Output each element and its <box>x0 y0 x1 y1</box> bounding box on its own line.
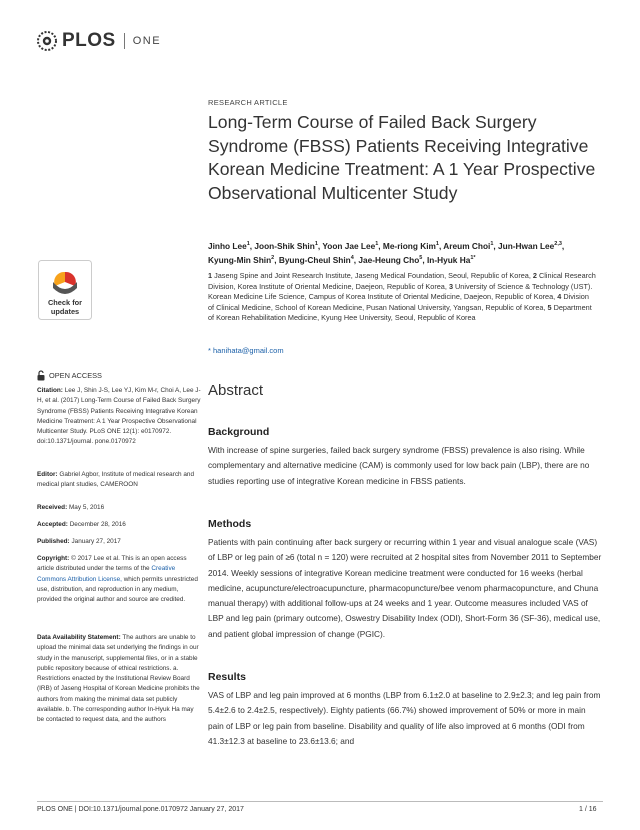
author-affiliation-sup: 2 <box>271 255 275 262</box>
editor-text: Gabriel Agbor, Institute of medical research and medical plant studies, CAMEROON <box>37 471 195 489</box>
author-name: Byung-Cheul Shin$^4$ <box>278 254 354 265</box>
accepted-date: December 28, 2016 <box>69 521 126 528</box>
author-affiliation-sup: 1 <box>435 241 439 247</box>
citation-block <box>37 386 202 448</box>
received-date: May 5, 2016 <box>68 504 105 511</box>
check-updates-icon <box>38 260 92 320</box>
corresponding-email-link[interactable]: hanihata@gmail.com <box>213 346 284 355</box>
received-block <box>37 503 202 513</box>
plos-one-logo[interactable] <box>36 30 161 52</box>
author-affiliation-sup: 1 <box>246 241 250 247</box>
author-affiliation-sup: 5 <box>419 255 423 262</box>
results-paragraph: VAS of LBP and leg pain improved at 6 months (LBP from 6.1±2.0 at baseline to 2.9±2.3; and leg pain from 5.4±2.6 to 2.4±2.5, respectively). Eighty patients (66.7%) showed improvement of 50% or more in main pain of LBP or leg pain from baseline. Disability and quality of life also improved at 6 months (ODI from 41.3±12.3 at baseline to 23.6±13.6; and <box>208 690 601 746</box>
logo-divider <box>124 33 125 49</box>
affiliation-text: Clinical Research Division, Korea Institute of Oriental Medicine, Daejeon, Republic of Korea, <box>208 271 596 291</box>
editor-label: Editor: <box>37 471 58 478</box>
data-availability-block <box>37 633 202 726</box>
copyright-text-a: © 2017 Lee et al. This is an open access article distributed under the terms of the <box>37 555 187 573</box>
accepted-label: Accepted: <box>37 521 68 528</box>
author-name: Jae-Heung Cho$^5$ <box>358 254 423 265</box>
published-block <box>37 537 202 547</box>
email-marker: * <box>208 346 211 355</box>
data-availability-text: The authors are unable to upload the minimal data set underlying the findings in our study in the manuscript, supplemental files, or in a stable public repository because of ethical restrictions. a. Restrictions enacted by the Institutional Review Board (IRB) of Jaseng Hospital of Korean Medicine prohibits the authors from making the minimal data set publicly available. b. The corresponding author In-Hyuk Ha may be contacted to request data, and the authors <box>37 634 200 724</box>
author-affiliation-sup: 1 <box>375 241 379 247</box>
copyright-block <box>37 554 202 605</box>
affiliation-number: 4 <box>557 292 564 302</box>
open-access-label <box>37 370 102 381</box>
article-title: Long-Term Course of Failed Back Surgery Syndrome (FBSS) Patients Receiving Integrative Korean Medicine Treatment: A 1 Year Prospective Observational Multicenter Study <box>208 112 596 204</box>
author-affiliation-sup: 1 <box>314 241 318 247</box>
affiliation-text: Division of Clinical Medicine, School of Korean Medicine, Pusan National University, Yangsan, Republic of Korea, <box>208 292 589 312</box>
author-affiliation-sup: 4 <box>350 255 354 262</box>
plos-logo-icon <box>36 30 58 52</box>
citation-text: Lee J, Shin J-S, Lee YJ, Kim M-r, Choi A, Lee J-H, et al. (2017) Long-Term Course of Failed Back Surgery Syndrome (FBSS) Patients Receiving Integrative Korean Medicine Treatment: A 1 Year Prospective Observational Multicenter Study. PLoS ONE 12(1): e0170972. doi:10.1371/journal. pone.0170972 <box>37 387 201 446</box>
author-name: Yoon Jae Lee$^1$ <box>322 240 379 251</box>
citation-label: Citation: <box>37 387 63 394</box>
editor-block <box>37 470 202 491</box>
logo-plos-text: PLOS <box>62 30 116 51</box>
badge-line1: Check for <box>47 298 83 307</box>
author-affiliation-sup: 1 <box>490 241 494 247</box>
received-label: Received: <box>37 504 68 511</box>
affiliation-text: Jaseng Spine and Joint Research Institute, Jaseng Medical Foundation, Seoul, Republic of Korea, <box>214 271 533 280</box>
affiliation-text: Department of Korean Rehabilitation Medicine, Kyung Hee University, Seoul, Republic of Korea <box>208 302 592 323</box>
author-affiliation-sup: 2,3 <box>554 241 562 247</box>
copyright-text-b: which permits unrestricted use, distribution, and reproduction in any medium, provided the original author and source are credited. <box>37 575 198 604</box>
author-name: Me-riong Kim$^1$ <box>382 240 439 251</box>
badge-line2: updates <box>50 307 80 316</box>
copyright-label: Copyright: <box>37 555 70 562</box>
methods-heading: Methods <box>208 518 252 530</box>
cc-license-link[interactable]: Creative Commons Attribution License, <box>37 565 176 583</box>
author-name: Joon-Shik Shin$^1$ <box>254 240 318 251</box>
background-paragraph: With increase of spine surgeries, failed back surgery syndrome (FBSS) prevalence is also rising. While complementary and alternative medicine (CAM) is commonly used for low back pain (LBP), there are no studies reporting use of integrative Korean medicine in FBSS patients. <box>208 445 590 486</box>
author-affiliation-sup: 1* <box>470 255 476 262</box>
check-for-updates-badge[interactable] <box>38 260 92 320</box>
page-number: 1 / 16 <box>579 806 597 813</box>
affiliations <box>208 271 596 324</box>
affiliation-text: University of Science & Technology (UST). Korean Medicine Life Science, Campus of Korea Institute of Oriental Medicine, Daejeon, Republic of Korea, <box>208 281 593 302</box>
background-heading: Background <box>208 426 270 438</box>
affiliation-number: 1 <box>208 271 215 280</box>
author-name: In-Hyuk $Ha^{1*}$ <box>426 254 476 265</box>
affiliation-number: 5 <box>547 302 554 312</box>
abstract-heading: Abstract <box>208 382 264 399</box>
logo-journal-text: ONE <box>132 35 162 47</box>
accepted-block <box>37 520 202 530</box>
author-name: Areum Choi$^1$ <box>443 240 494 251</box>
data-availability-label: Data Availability Statement: <box>37 634 121 641</box>
published-label: Published: <box>37 538 70 545</box>
open-access-text: OPEN ACCESS <box>49 371 102 380</box>
author-name: Jinho Lee$^1$ <box>208 240 250 251</box>
open-lock-icon <box>37 370 45 381</box>
footer-divider <box>37 801 603 802</box>
article-type: RESEARCH ARTICLE <box>208 98 288 107</box>
results-heading: Results <box>208 671 246 683</box>
affiliation-number: 3 <box>448 281 456 291</box>
author-list: Jinho Lee$^1$, Joon-Shik Shin$^1$, Yoon Jae Lee$^1$, Me-riong Kim$^1$, Areum Choi$^1$, Jun-Hwan Lee$^{2,3}$, Kyung-Min Shin$^2$, Byung-Cheul Shin$^4$, Jae-Heung Cho$^5$, In-Hyuk $Ha^{1*}$ <box>208 240 565 265</box>
corresponding-email-line <box>208 346 284 355</box>
methods-paragraph: Patients with pain continuing after back surgery or recurring within 1 year and visual analogue scale (VAS) of LBP or leg pain of ≥6 (total n = 120) were recruited at 2 hospital sites from November 2011 to September 2014. Weekly sessions of integrative Korean medicine treatment were conducted for 16 weeks (herbal medicine, acupuncture/electroacupuncture, pharmacopuncture/bee venom pharmacopuncture, and Chuna manual therapy) with additional follow-ups at 24 weeks and 1 year. Outcome measures included VAS of LBP and leg pain (primary outcome), Oswestry Disability Index (ODI), Short-Form 36 (SF-36), medical use, and patient global impression of change (PGIC). <box>208 537 602 639</box>
author-name: Jun-Hwan Lee$^{2,3}$ <box>498 240 562 251</box>
footer-citation: PLOS ONE | DOI:10.1371/journal.pone.0170972 January 27, 2017 <box>37 806 244 813</box>
author-name: Kyung-Min Shin$^2$ <box>208 254 275 265</box>
published-date: January 27, 2017 <box>71 538 121 545</box>
affiliation-number: 2 <box>532 271 540 280</box>
